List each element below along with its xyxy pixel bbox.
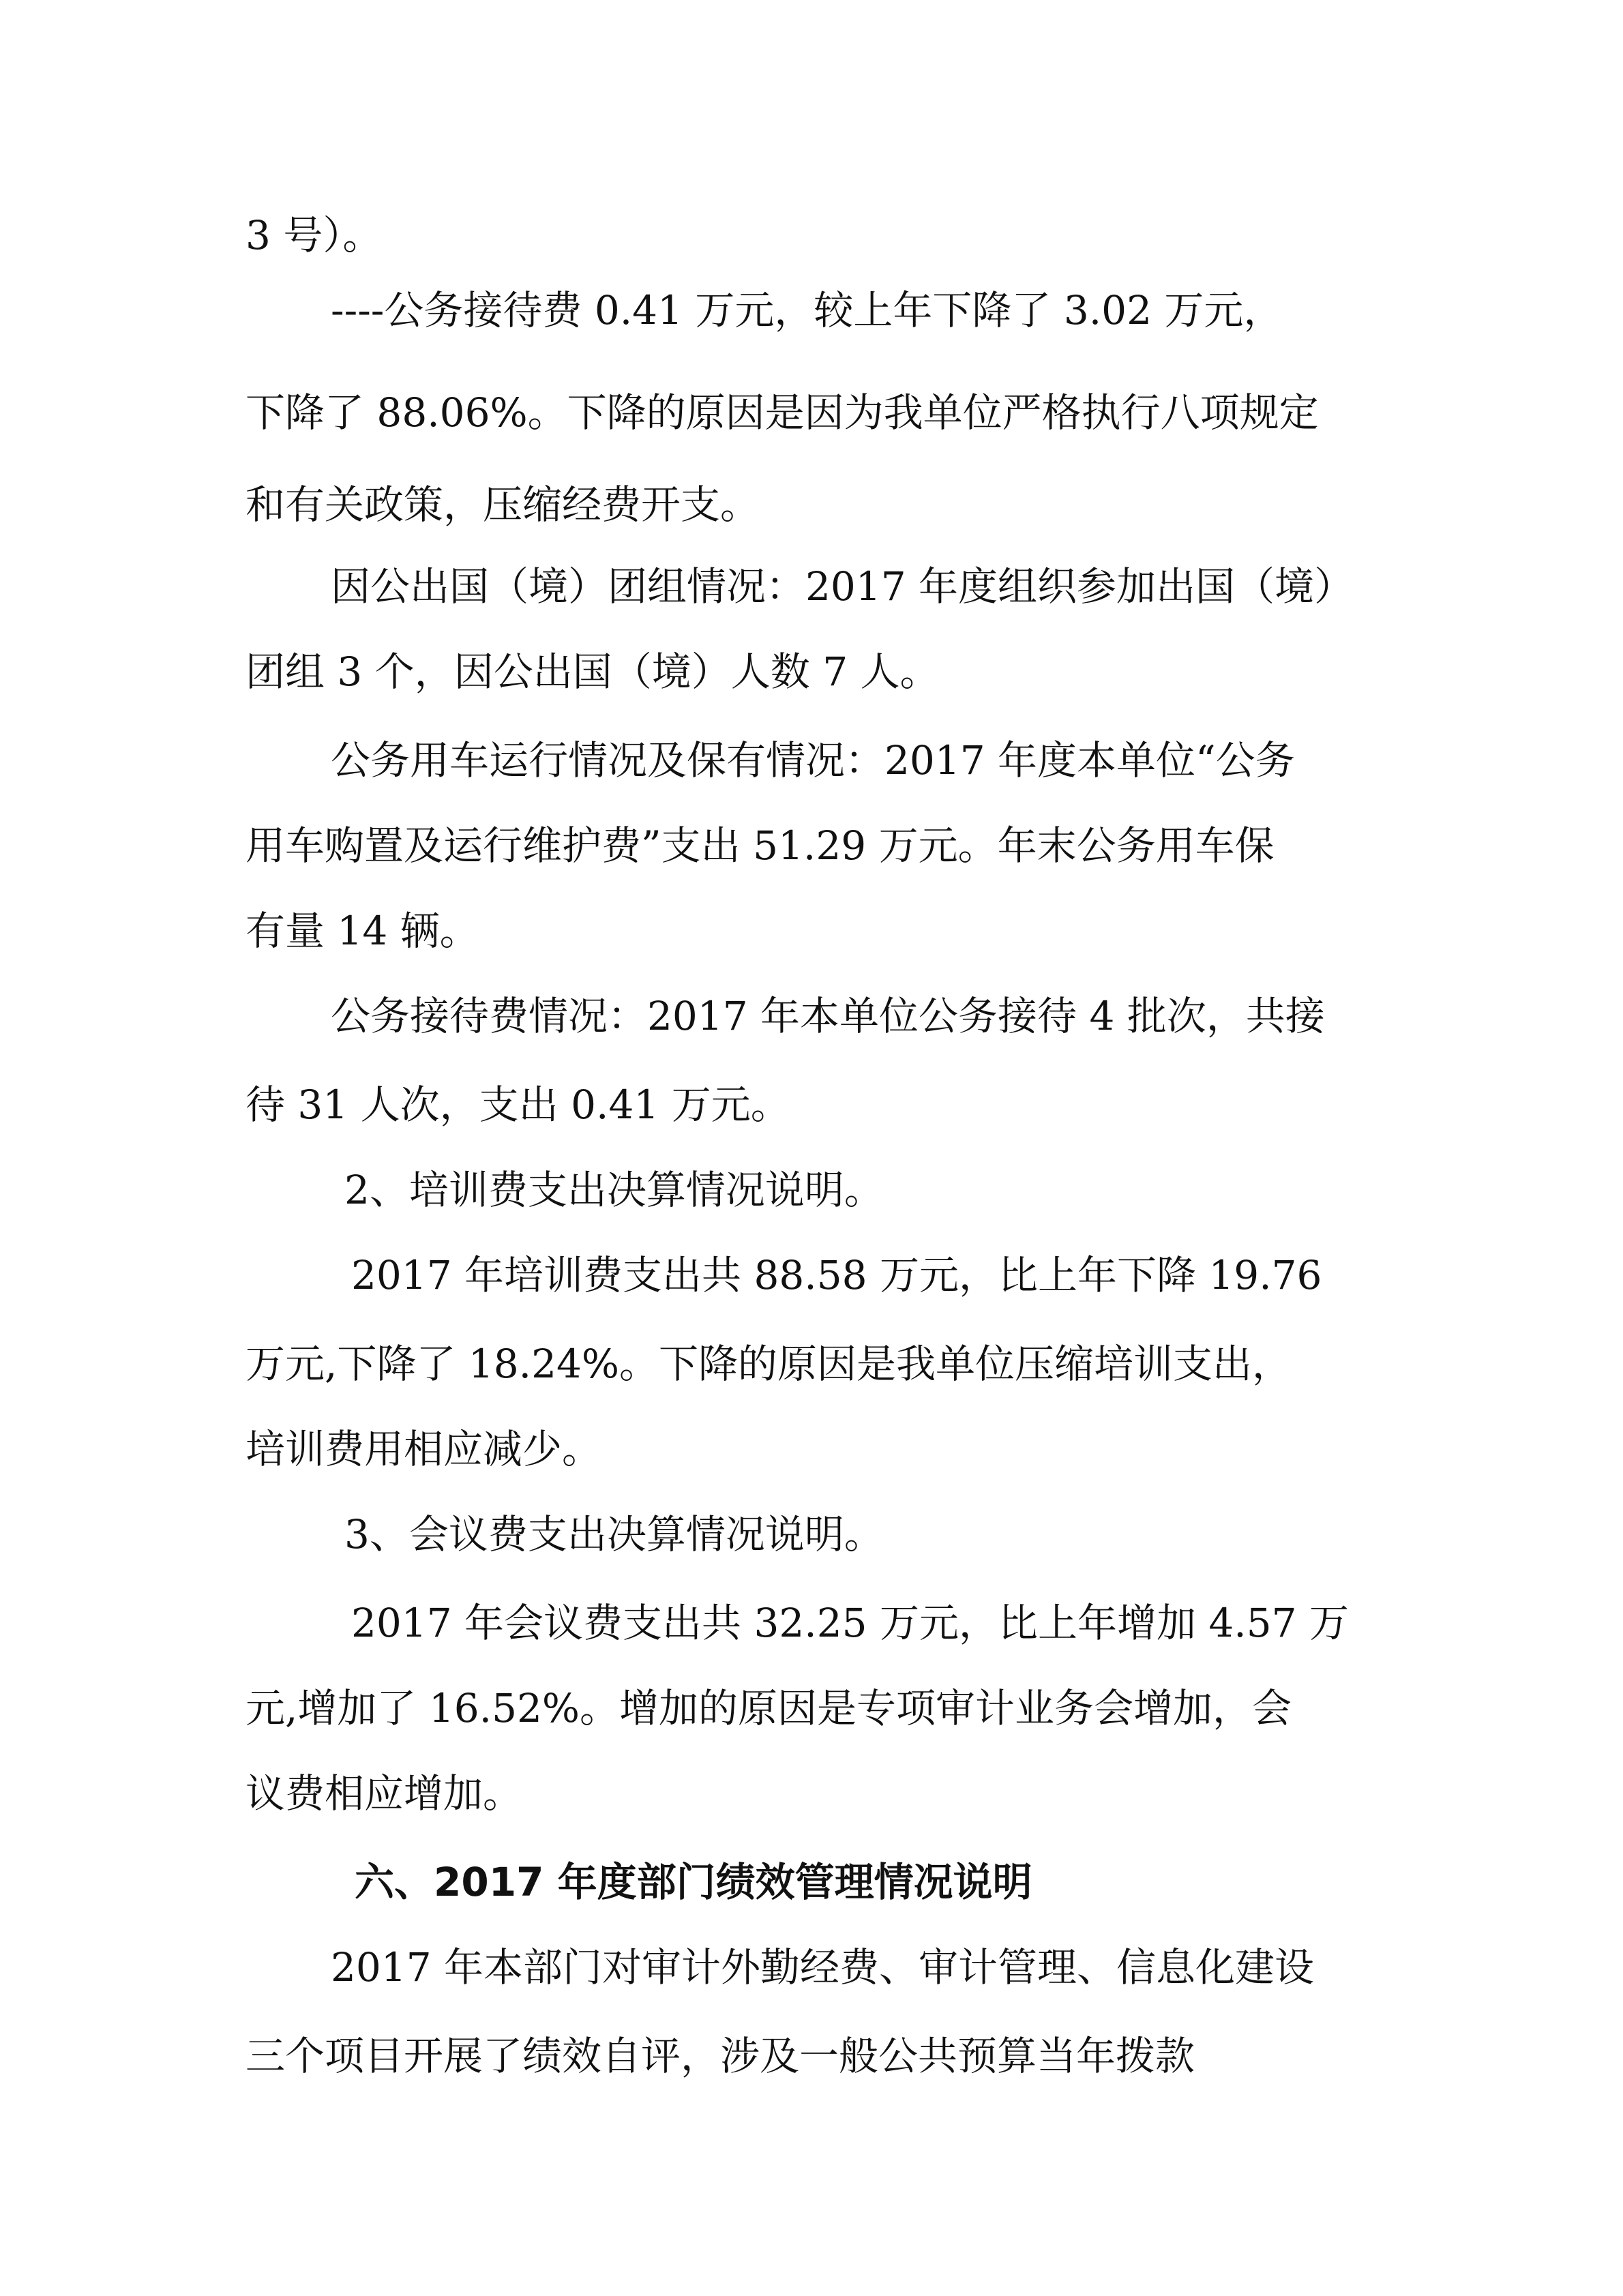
body-line-17: 2017 年会议费支出共 32.25 万元，比上年增加 4.57 万 — [351, 1600, 1349, 1646]
body-line-13: 2017 年培训费支出共 88.58 万元，比上年下降 19.76 — [351, 1252, 1322, 1298]
subsection-heading-meeting: 3、会议费支出决算情况说明。 — [344, 1511, 884, 1557]
body-line-9: 有量 14 辆。 — [245, 908, 479, 954]
body-line-19: 议费相应增加。 — [245, 1770, 523, 1817]
body-line-5: 因公出国（境）团组情况：2017 年度组织参加出国（境） — [331, 563, 1354, 610]
subsection-heading-training: 2、培训费支出决算情况说明。 — [344, 1167, 884, 1213]
body-line-7: 公务用车运行情况及保有情况：2017 年度本单位“公务 — [331, 737, 1295, 784]
body-line-2: ----公务接待费 0.41 万元，较上年下降了 3.02 万元， — [331, 287, 1283, 333]
body-line-21: 2017 年本部门对审计外勤经费、审计管理、信息化建设 — [331, 1944, 1315, 1991]
section-heading-performance: 六、2017 年度部门绩效管理情况说明 — [355, 1859, 1032, 1905]
body-line-8: 用车购置及运行维护费”支出 51.29 万元。年末公务用车保 — [245, 822, 1275, 869]
body-line-10: 公务接待费情况：2017 年本单位公务接待 4 批次，共接 — [331, 993, 1325, 1039]
body-line-15: 培训费用相应减少。 — [245, 1426, 602, 1472]
body-line-18: 元,增加了 16.52%。增加的原因是专项审计业务会增加，会 — [245, 1685, 1292, 1731]
body-line-4: 和有关政策，压缩经费开支。 — [245, 481, 760, 528]
body-line-6: 团组 3 个，因公出国（境）人数 7 人。 — [245, 648, 940, 695]
body-line-1: 3 号）。 — [245, 212, 383, 258]
body-line-11: 待 31 人次，支出 0.41 万元。 — [245, 1082, 790, 1128]
body-line-14: 万元,下降了 18.24%。下降的原因是我单位压缩培训支出， — [245, 1341, 1292, 1387]
body-line-22: 三个项目开展了绩效自评，涉及一般公共预算当年拨款 — [245, 2033, 1195, 2079]
body-line-3: 下降了 88.06%。下降的原因是因为我单位严格执行八项规定 — [245, 389, 1319, 436]
